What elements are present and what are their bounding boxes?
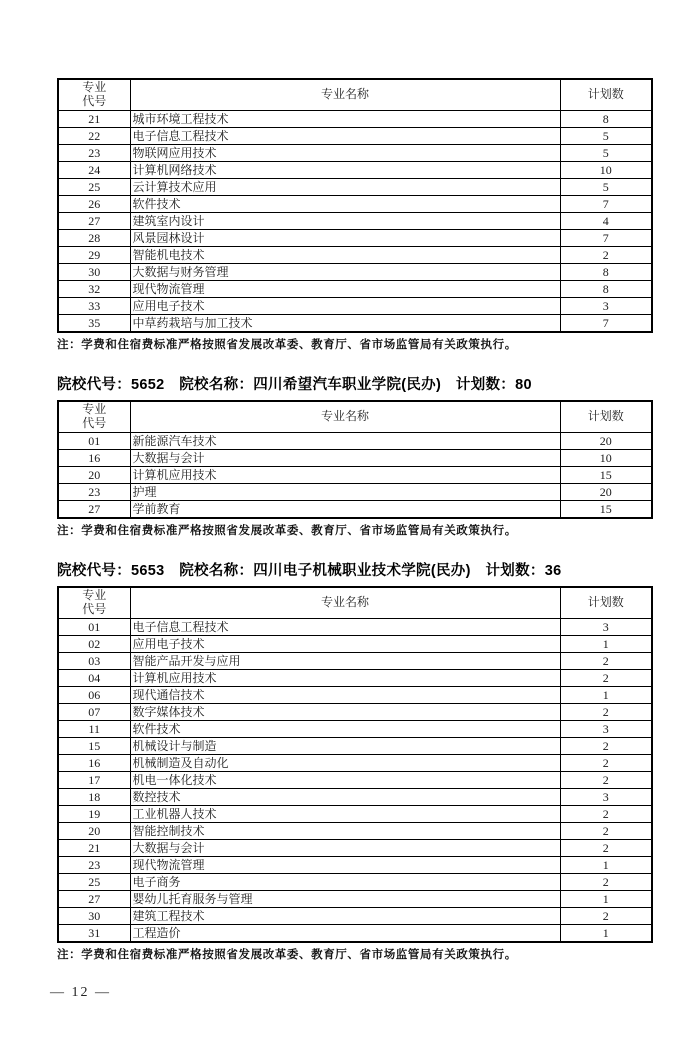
col-header-major-code	[58, 587, 130, 619]
major-code-cell: 25	[58, 179, 130, 196]
plan-count-cell: 2	[560, 704, 652, 721]
major-code-cell: 16	[58, 755, 130, 772]
major-code-cell: 29	[58, 247, 130, 264]
major-name-cell: 软件技术	[130, 196, 560, 213]
table-row	[58, 806, 652, 823]
plan-count-cell: 2	[560, 755, 652, 772]
plan-count-cell: 1	[560, 857, 652, 874]
major-code-cell: 27	[58, 501, 130, 519]
col-header-plan-count: 计划数	[560, 401, 652, 433]
fee-policy-note: 注：学费和住宿费标准严格按照省发展改革委、教育厅、省市场监管局有关政策执行。	[57, 949, 517, 961]
major-name-cell: 电子信息工程技术	[130, 128, 560, 145]
table-row	[58, 636, 652, 653]
table-row	[58, 298, 652, 315]
major-name-cell: 应用电子技术	[130, 298, 560, 315]
plan-table	[57, 586, 653, 943]
major-name-cell: 城市环境工程技术	[130, 111, 560, 128]
plan-table	[57, 78, 653, 333]
major-code-cell: 20	[58, 467, 130, 484]
institution-header: 院校代号：5653 院校名称：四川电子机械职业技术学院(民办) 计划数：36	[57, 563, 562, 579]
major-code-cell: 33	[58, 298, 130, 315]
col-header-major-code-line1: 专业	[82, 402, 107, 417]
plan-count-cell: 8	[560, 111, 652, 128]
major-code-cell: 17	[58, 772, 130, 789]
major-name-cell: 新能源汽车技术	[130, 433, 560, 450]
col-header-major-code-line2: 代号	[82, 94, 107, 108]
table-row	[58, 704, 652, 721]
plan-count-cell: 2	[560, 840, 652, 857]
major-name-cell: 护理	[130, 484, 560, 501]
table-row	[58, 264, 652, 281]
table-row	[58, 196, 652, 213]
major-name-cell: 工业机器人技术	[130, 806, 560, 823]
major-code-cell: 01	[58, 619, 130, 636]
major-name-cell: 数控技术	[130, 789, 560, 806]
major-code-cell: 25	[58, 874, 130, 891]
major-code-cell: 11	[58, 721, 130, 738]
major-name-cell: 现代物流管理	[130, 281, 560, 298]
major-name-cell: 计算机网络技术	[130, 162, 560, 179]
table-row	[58, 162, 652, 179]
table-header-row	[58, 401, 652, 433]
major-code-cell: 26	[58, 196, 130, 213]
major-name-cell: 婴幼儿托育服务与管理	[130, 891, 560, 908]
plan-table-body	[58, 619, 652, 943]
table-row	[58, 874, 652, 891]
plan-count-cell: 3	[560, 721, 652, 738]
institution-header: 院校代号：5652 院校名称：四川希望汽车职业学院(民办) 计划数：80	[57, 377, 532, 393]
plan-count-cell: 2	[560, 670, 652, 687]
major-code-cell: 28	[58, 230, 130, 247]
major-code-cell: 07	[58, 704, 130, 721]
major-name-cell: 大数据与会计	[130, 450, 560, 467]
major-code-cell: 03	[58, 653, 130, 670]
table-row	[58, 467, 652, 484]
plan-count-cell: 5	[560, 128, 652, 145]
plan-count-cell: 2	[560, 908, 652, 925]
plan-count-cell: 2	[560, 772, 652, 789]
table-row	[58, 484, 652, 501]
major-code-cell: 30	[58, 908, 130, 925]
major-code-cell: 31	[58, 925, 130, 943]
col-header-major-code-line1: 专业	[82, 80, 107, 95]
table-row	[58, 721, 652, 738]
table-row	[58, 772, 652, 789]
table-row	[58, 653, 652, 670]
major-name-cell: 机械设计与制造	[130, 738, 560, 755]
table-row	[58, 433, 652, 450]
table-row	[58, 501, 652, 519]
plan-count-cell: 10	[560, 450, 652, 467]
col-header-major-code	[58, 79, 130, 111]
plan-table-body	[58, 433, 652, 519]
plan-count-cell: 2	[560, 247, 652, 264]
major-code-cell: 27	[58, 891, 130, 908]
section-institution-5652	[57, 373, 653, 538]
table-row	[58, 230, 652, 247]
plan-count-cell: 7	[560, 196, 652, 213]
plan-count-cell: 5	[560, 145, 652, 162]
fee-policy-note: 注：学费和住宿费标准严格按照省发展改革委、教育厅、省市场监管局有关政策执行。	[57, 525, 517, 537]
col-header-major-code-line2: 代号	[82, 602, 107, 616]
plan-count-cell: 10	[560, 162, 652, 179]
major-code-cell: 19	[58, 806, 130, 823]
col-header-major-name: 专业名称	[130, 587, 560, 619]
plan-count-cell: 20	[560, 433, 652, 450]
major-name-cell: 智能产品开发与应用	[130, 653, 560, 670]
major-name-cell: 智能控制技术	[130, 823, 560, 840]
major-code-cell: 30	[58, 264, 130, 281]
major-code-cell: 23	[58, 484, 130, 501]
fee-policy-note: 注：学费和住宿费标准严格按照省发展改革委、教育厅、省市场监管局有关政策执行。	[57, 339, 517, 351]
plan-count-cell: 1	[560, 687, 652, 704]
major-name-cell: 大数据与会计	[130, 840, 560, 857]
plan-count-cell: 3	[560, 789, 652, 806]
major-code-cell: 01	[58, 433, 130, 450]
major-name-cell: 机械制造及自动化	[130, 755, 560, 772]
col-header-plan-count: 计划数	[560, 587, 652, 619]
table-row	[58, 179, 652, 196]
plan-count-cell: 4	[560, 213, 652, 230]
plan-count-cell: 20	[560, 484, 652, 501]
major-code-cell: 06	[58, 687, 130, 704]
major-name-cell: 学前教育	[130, 501, 560, 519]
plan-count-cell: 7	[560, 230, 652, 247]
major-name-cell: 机电一体化技术	[130, 772, 560, 789]
plan-count-cell: 2	[560, 823, 652, 840]
col-header-major-name: 专业名称	[130, 79, 560, 111]
major-name-cell: 物联网应用技术	[130, 145, 560, 162]
major-name-cell: 建筑工程技术	[130, 908, 560, 925]
major-code-cell: 35	[58, 315, 130, 333]
table-row	[58, 213, 652, 230]
plan-count-cell: 1	[560, 891, 652, 908]
plan-count-cell: 1	[560, 636, 652, 653]
major-name-cell: 中草药栽培与加工技术	[130, 315, 560, 333]
plan-count-cell: 2	[560, 653, 652, 670]
major-name-cell: 软件技术	[130, 721, 560, 738]
table-header-row	[58, 587, 652, 619]
table-row	[58, 738, 652, 755]
table-row	[58, 755, 652, 772]
plan-count-cell: 8	[560, 264, 652, 281]
table-row	[58, 823, 652, 840]
plan-count-cell: 2	[560, 738, 652, 755]
major-name-cell: 计算机应用技术	[130, 670, 560, 687]
major-code-cell: 04	[58, 670, 130, 687]
major-name-cell: 计算机应用技术	[130, 467, 560, 484]
plan-count-cell: 2	[560, 806, 652, 823]
col-header-major-code-line2: 代号	[82, 416, 107, 430]
section-continued-table	[57, 78, 653, 352]
plan-count-cell: 3	[560, 298, 652, 315]
major-name-cell: 应用电子技术	[130, 636, 560, 653]
major-name-cell: 电子商务	[130, 874, 560, 891]
table-row	[58, 789, 652, 806]
major-code-cell: 21	[58, 111, 130, 128]
table-row	[58, 450, 652, 467]
table-row	[58, 281, 652, 298]
table-row	[58, 247, 652, 264]
plan-count-cell: 15	[560, 467, 652, 484]
major-code-cell: 15	[58, 738, 130, 755]
table-header-row	[58, 79, 652, 111]
plan-count-cell: 15	[560, 501, 652, 519]
table-row	[58, 619, 652, 636]
section-institution-5653	[57, 559, 653, 962]
plan-count-cell: 2	[560, 874, 652, 891]
table-row	[58, 128, 652, 145]
table-row	[58, 840, 652, 857]
plan-table	[57, 400, 653, 519]
plan-count-cell: 7	[560, 315, 652, 333]
major-code-cell: 20	[58, 823, 130, 840]
table-row	[58, 925, 652, 943]
major-name-cell: 电子信息工程技术	[130, 619, 560, 636]
plan-count-cell: 3	[560, 619, 652, 636]
plan-count-cell: 1	[560, 925, 652, 943]
table-row	[58, 145, 652, 162]
major-name-cell: 现代物流管理	[130, 857, 560, 874]
table-row	[58, 857, 652, 874]
major-code-cell: 18	[58, 789, 130, 806]
table-row	[58, 315, 652, 333]
major-name-cell: 工程造价	[130, 925, 560, 943]
table-row	[58, 670, 652, 687]
table-row	[58, 111, 652, 128]
col-header-plan-count: 计划数	[560, 79, 652, 111]
major-name-cell: 现代通信技术	[130, 687, 560, 704]
table-row	[58, 891, 652, 908]
plan-table-body	[58, 111, 652, 333]
table-row	[58, 687, 652, 704]
col-header-major-name: 专业名称	[130, 401, 560, 433]
major-code-cell: 02	[58, 636, 130, 653]
major-code-cell: 16	[58, 450, 130, 467]
major-code-cell: 22	[58, 128, 130, 145]
major-name-cell: 大数据与财务管理	[130, 264, 560, 281]
major-name-cell: 风景园林设计	[130, 230, 560, 247]
page-number: — 12 —	[50, 985, 111, 1000]
col-header-major-code	[58, 401, 130, 433]
major-name-cell: 云计算技术应用	[130, 179, 560, 196]
major-code-cell: 21	[58, 840, 130, 857]
major-code-cell: 27	[58, 213, 130, 230]
major-name-cell: 智能机电技术	[130, 247, 560, 264]
major-name-cell: 建筑室内设计	[130, 213, 560, 230]
plan-count-cell: 8	[560, 281, 652, 298]
major-name-cell: 数字媒体技术	[130, 704, 560, 721]
plan-count-cell: 5	[560, 179, 652, 196]
major-code-cell: 23	[58, 857, 130, 874]
major-code-cell: 24	[58, 162, 130, 179]
major-code-cell: 23	[58, 145, 130, 162]
col-header-major-code-line1: 专业	[82, 588, 107, 603]
table-row	[58, 908, 652, 925]
major-code-cell: 32	[58, 281, 130, 298]
